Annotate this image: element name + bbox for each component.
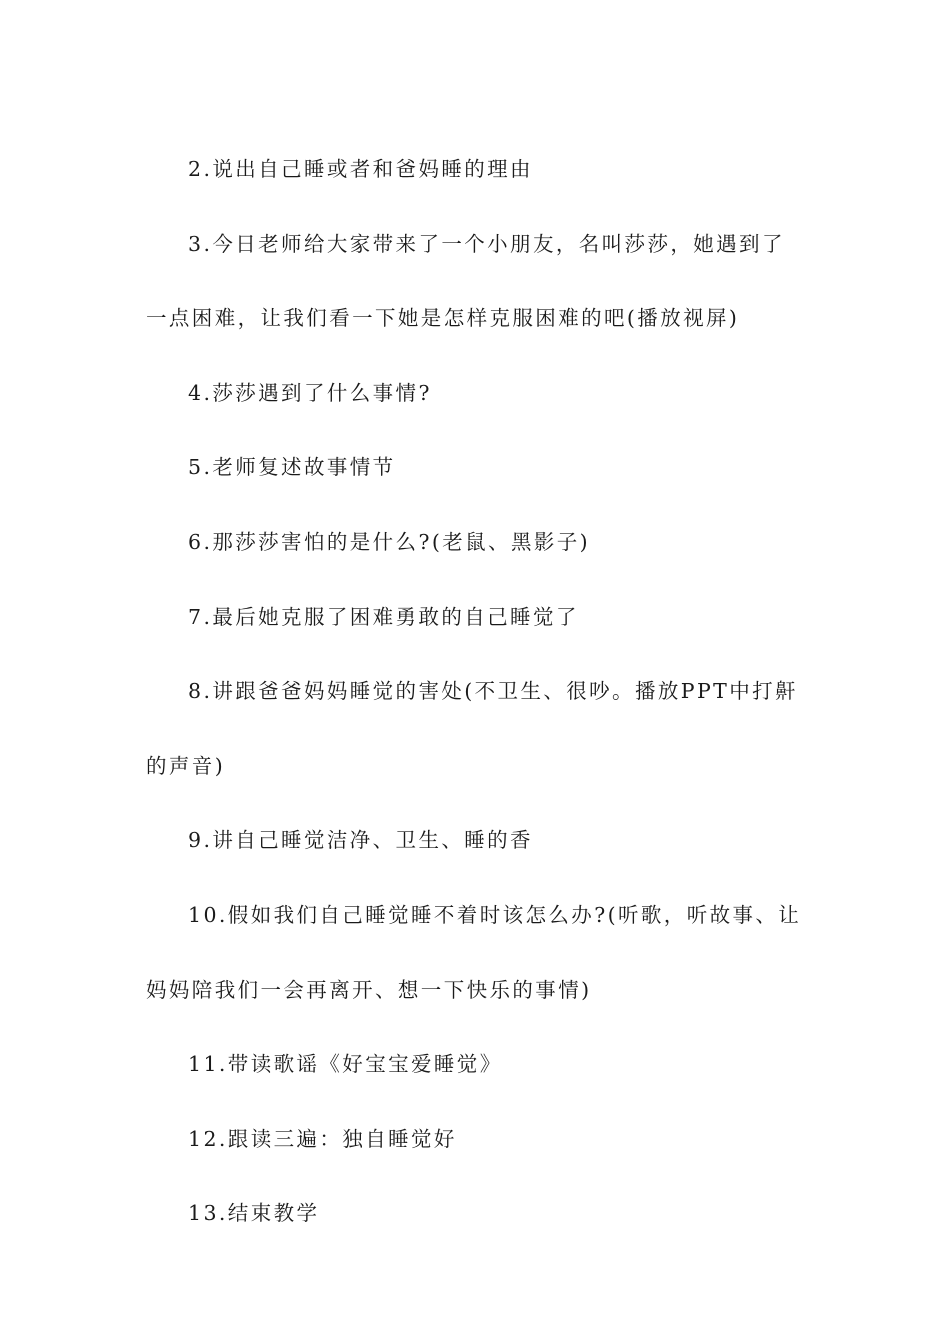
document-body xyxy=(146,132,806,1251)
paragraph-step-10: 10.假如我们自己睡觉睡不着时该怎么办?(听歌，听故事、让妈妈陪我们一会再离开、想一下快乐的事情) xyxy=(146,902,802,1002)
paragraph-step-12: 12.跟读三遍：独自睡觉好 xyxy=(188,1126,457,1151)
paragraph-step-13: 13.结束教学 xyxy=(188,1201,320,1226)
paragraph-step-9: 9.讲自己睡觉洁净、卫生、睡的香 xyxy=(188,828,533,853)
paragraph-step-7: 7.最后她克服了困难勇敢的自己睡觉了 xyxy=(188,604,579,629)
paragraph-step-11: 11.带读歌谣《好宝宝爱睡觉》 xyxy=(188,1052,503,1077)
paragraph-step-3: 3.今日老师给大家带来了一个小朋友，名叫莎莎，她遇到了一点困难，让我们看一下她是怎样克服困难的吧(播放视屏) xyxy=(146,231,785,331)
paragraph-step-6: 6.那莎莎害怕的是什么?(老鼠、黑影子) xyxy=(188,529,591,554)
paragraph-step-4: 4.莎莎遇到了什么事情? xyxy=(188,380,432,405)
paragraph-step-5: 5.老师复述故事情节 xyxy=(188,455,396,480)
paragraph-step-2: 2.说出自己睡或者和爸妈睡的理由 xyxy=(188,157,533,181)
paragraph-step-8: 8.讲跟爸爸妈妈睡觉的害处(不卫生、很吵。播放PPT中打鼾的声音) xyxy=(146,679,798,778)
